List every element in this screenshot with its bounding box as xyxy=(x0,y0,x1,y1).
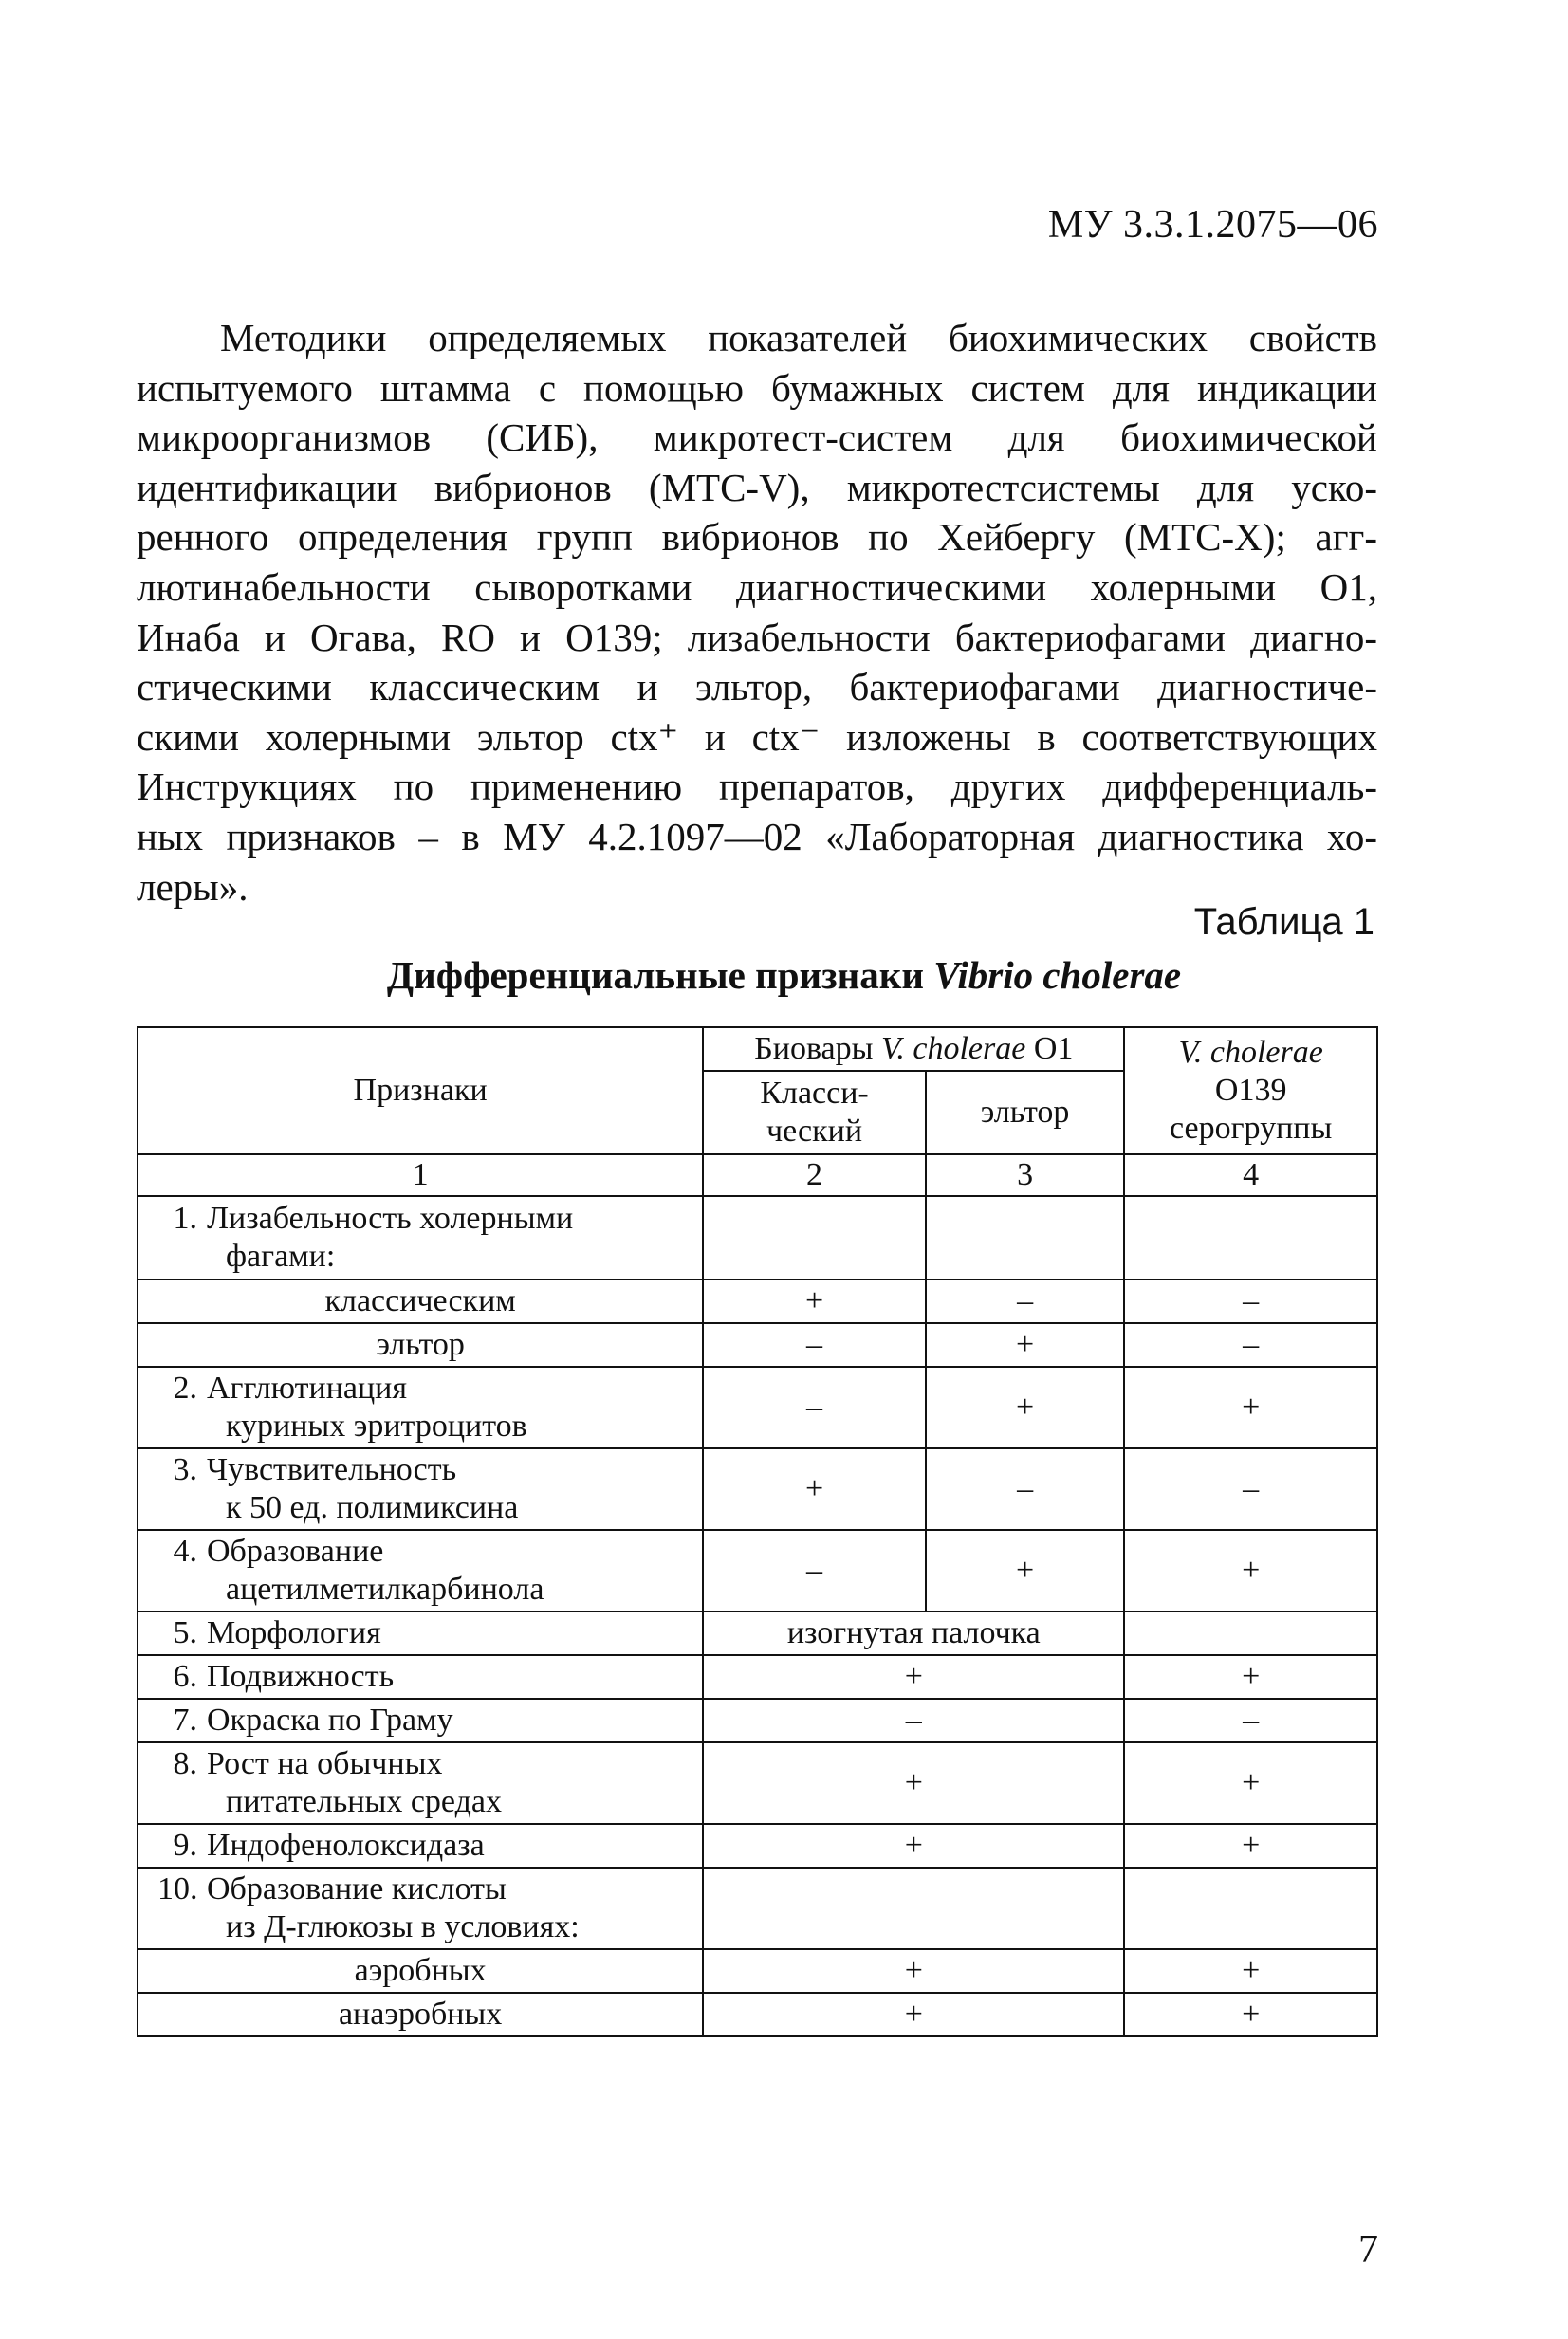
feature-text: Окраска по Граму xyxy=(207,1703,453,1738)
value-cell xyxy=(1124,1196,1377,1280)
paragraph-line: скими холерными эльтор ctx⁺ и ctx⁻ изложены в соответствующих xyxy=(137,714,1377,759)
table-title xyxy=(0,952,1568,998)
header-o139-line2: O139 xyxy=(1214,1073,1287,1108)
feature-text-cont: фагами: xyxy=(226,1239,336,1274)
paragraph-line: испытуемого штамма с помощью бумажных систем для индикации xyxy=(137,365,1377,410)
feature-cell xyxy=(138,1196,703,1280)
feature-text: Образование xyxy=(207,1534,384,1569)
table-row xyxy=(138,1530,1377,1612)
header-eltor: эльтор xyxy=(926,1071,1125,1154)
value-cell: + xyxy=(1124,1742,1377,1824)
paragraph-line: Инаба и Огава, RO и О139; лизабельности бактериофагами диагно- xyxy=(137,615,1377,659)
feature-cell xyxy=(138,1699,703,1742)
feature-subitem: эльтор xyxy=(138,1323,703,1367)
value-cell xyxy=(703,1196,926,1280)
feature-text: Лизабельность холерными xyxy=(207,1201,574,1236)
paragraph-line: ных признаков – в МУ 4.2.1097—02 «Лабораторная диагностика хо- xyxy=(137,814,1377,858)
value-cell: + xyxy=(703,1655,1124,1699)
feature-text-cont: куриных эритроцитов xyxy=(226,1409,527,1444)
document-code: МУ 3.3.1.2075—06 xyxy=(1047,203,1378,247)
table-row xyxy=(138,1699,1377,1742)
feature-text: Образование кислоты xyxy=(207,1871,507,1906)
feature-cell xyxy=(138,1367,703,1448)
feature-text: Морфология xyxy=(207,1615,381,1650)
feature-number: 9. xyxy=(173,1828,197,1863)
feature-cell xyxy=(138,1742,703,1824)
table-row xyxy=(138,1367,1377,1448)
table-row xyxy=(138,1824,1377,1868)
header-classic-line1: Класси- xyxy=(760,1076,869,1111)
paragraph-line: лютинабельности сыворотками диагностическими холерными О1, xyxy=(137,564,1377,609)
body-paragraph xyxy=(137,313,1377,912)
value-cell: – xyxy=(1124,1280,1377,1323)
paragraph-line: Инструкциях по применению препаратов, других дифференциаль- xyxy=(137,764,1377,809)
feature-text-cont: ацетилметилкарбинола xyxy=(226,1572,544,1607)
value-cell: – xyxy=(703,1699,1124,1742)
value-cell: + xyxy=(703,1742,1124,1824)
feature-number: 1. xyxy=(173,1201,197,1236)
value-cell: + xyxy=(1124,1949,1377,1993)
column-number: 2 xyxy=(703,1154,926,1196)
value-cell: + xyxy=(926,1367,1125,1448)
feature-text: Чувствительность xyxy=(207,1452,457,1487)
value-cell: – xyxy=(703,1530,926,1612)
feature-number: 10. xyxy=(157,1871,198,1906)
table-row xyxy=(138,1655,1377,1699)
paragraph-line: микроорганизмов (СИБ), микротест-систем для биохимической xyxy=(137,415,1377,460)
header-biovars xyxy=(703,1027,1124,1071)
feature-cell xyxy=(138,1448,703,1530)
feature-number: 6. xyxy=(173,1659,197,1694)
value-cell: + xyxy=(1124,1655,1377,1699)
column-number: 4 xyxy=(1124,1154,1377,1196)
feature-number: 5. xyxy=(173,1615,197,1650)
feature-cell xyxy=(138,1824,703,1868)
header-biovars-prefix: Биовары xyxy=(754,1031,881,1066)
value-cell xyxy=(1124,1868,1377,1949)
differential-features-table xyxy=(137,1026,1378,2037)
feature-number: 2. xyxy=(173,1371,197,1406)
value-cell: + xyxy=(703,1280,926,1323)
value-cell: – xyxy=(1124,1323,1377,1367)
feature-subitem: аэробных xyxy=(138,1949,703,1993)
table-row xyxy=(138,1196,1377,1280)
table-row xyxy=(138,1280,1377,1323)
header-biovars-species: V. cholerae xyxy=(880,1031,1026,1066)
column-number: 1 xyxy=(138,1154,703,1196)
value-cell: + xyxy=(703,1949,1124,1993)
feature-text: Рост на обычных xyxy=(207,1746,443,1781)
value-cell: + xyxy=(1124,1824,1377,1868)
value-cell xyxy=(1124,1612,1377,1655)
feature-number: 3. xyxy=(173,1452,197,1487)
value-cell: – xyxy=(926,1448,1125,1530)
value-cell: – xyxy=(926,1280,1125,1323)
value-cell xyxy=(703,1868,1124,1949)
page-number: 7 xyxy=(1358,2228,1378,2272)
value-cell: + xyxy=(703,1993,1124,2036)
table-header-row xyxy=(138,1027,1377,1071)
value-cell: + xyxy=(703,1448,926,1530)
table-row xyxy=(138,1949,1377,1993)
header-o139-line3: серогруппы xyxy=(1170,1111,1333,1146)
value-cell xyxy=(926,1196,1125,1280)
header-classic-line2: ческий xyxy=(766,1114,863,1149)
table-row xyxy=(138,1993,1377,2036)
value-cell: + xyxy=(1124,1530,1377,1612)
feature-cell xyxy=(138,1868,703,1949)
header-o139-species-text: V. cholerae xyxy=(1178,1035,1323,1070)
feature-text: Индофенолоксидаза xyxy=(207,1828,485,1863)
value-cell: + xyxy=(1124,1993,1377,2036)
feature-number: 4. xyxy=(173,1534,197,1569)
feature-text-cont: питательных средах xyxy=(226,1784,502,1819)
feature-text: Подвижность xyxy=(207,1659,395,1694)
header-o139 xyxy=(1124,1027,1377,1154)
column-number: 3 xyxy=(926,1154,1125,1196)
value-cell: + xyxy=(1124,1367,1377,1448)
value-cell: – xyxy=(1124,1448,1377,1530)
table-row xyxy=(138,1612,1377,1655)
value-cell: изогнутая палочка xyxy=(703,1612,1124,1655)
header-classic xyxy=(703,1071,926,1154)
feature-number: 7. xyxy=(173,1703,197,1738)
paragraph-line: Методики определяемых показателей биохимических свойств xyxy=(220,316,1377,359)
value-cell: – xyxy=(703,1323,926,1367)
table-title-species: Vibrio cholerae xyxy=(933,953,1182,997)
paragraph-line: леры». xyxy=(137,864,249,909)
feature-text-cont: из Д-глюкозы в условиях: xyxy=(226,1909,580,1944)
table-title-prefix: Дифференциальные признаки xyxy=(386,953,934,997)
header-biovars-suffix: O1 xyxy=(1025,1031,1074,1066)
feature-text: Агглютинация xyxy=(207,1371,408,1406)
table-row xyxy=(138,1742,1377,1824)
table-label: Таблица 1 xyxy=(1193,901,1374,943)
feature-subitem: классическим xyxy=(138,1280,703,1323)
table-row xyxy=(138,1323,1377,1367)
header-features: Признаки xyxy=(138,1027,703,1154)
column-number-row xyxy=(138,1154,1377,1196)
paragraph-line: идентификации вибрионов (МТС-V), микротестсистемы для уско- xyxy=(137,465,1377,509)
feature-cell xyxy=(138,1612,703,1655)
value-cell: + xyxy=(926,1530,1125,1612)
value-cell: + xyxy=(703,1824,1124,1868)
table-row xyxy=(138,1868,1377,1949)
table-row xyxy=(138,1448,1377,1530)
feature-cell xyxy=(138,1530,703,1612)
paragraph-line: ренного определения групп вибрионов по Хейбергу (МТС-Х); агг- xyxy=(137,515,1377,560)
value-cell: – xyxy=(1124,1699,1377,1742)
feature-subitem: анаэробных xyxy=(138,1993,703,2036)
paragraph-line: стическими классическим и эльтор, бактериофагами диагностиче- xyxy=(137,665,1377,709)
value-cell: – xyxy=(703,1367,926,1448)
feature-text-cont: к 50 ед. полимиксина xyxy=(226,1490,519,1525)
header-o139-species xyxy=(1133,1034,1369,1072)
value-cell: + xyxy=(926,1323,1125,1367)
feature-number: 8. xyxy=(173,1746,197,1781)
feature-cell xyxy=(138,1655,703,1699)
